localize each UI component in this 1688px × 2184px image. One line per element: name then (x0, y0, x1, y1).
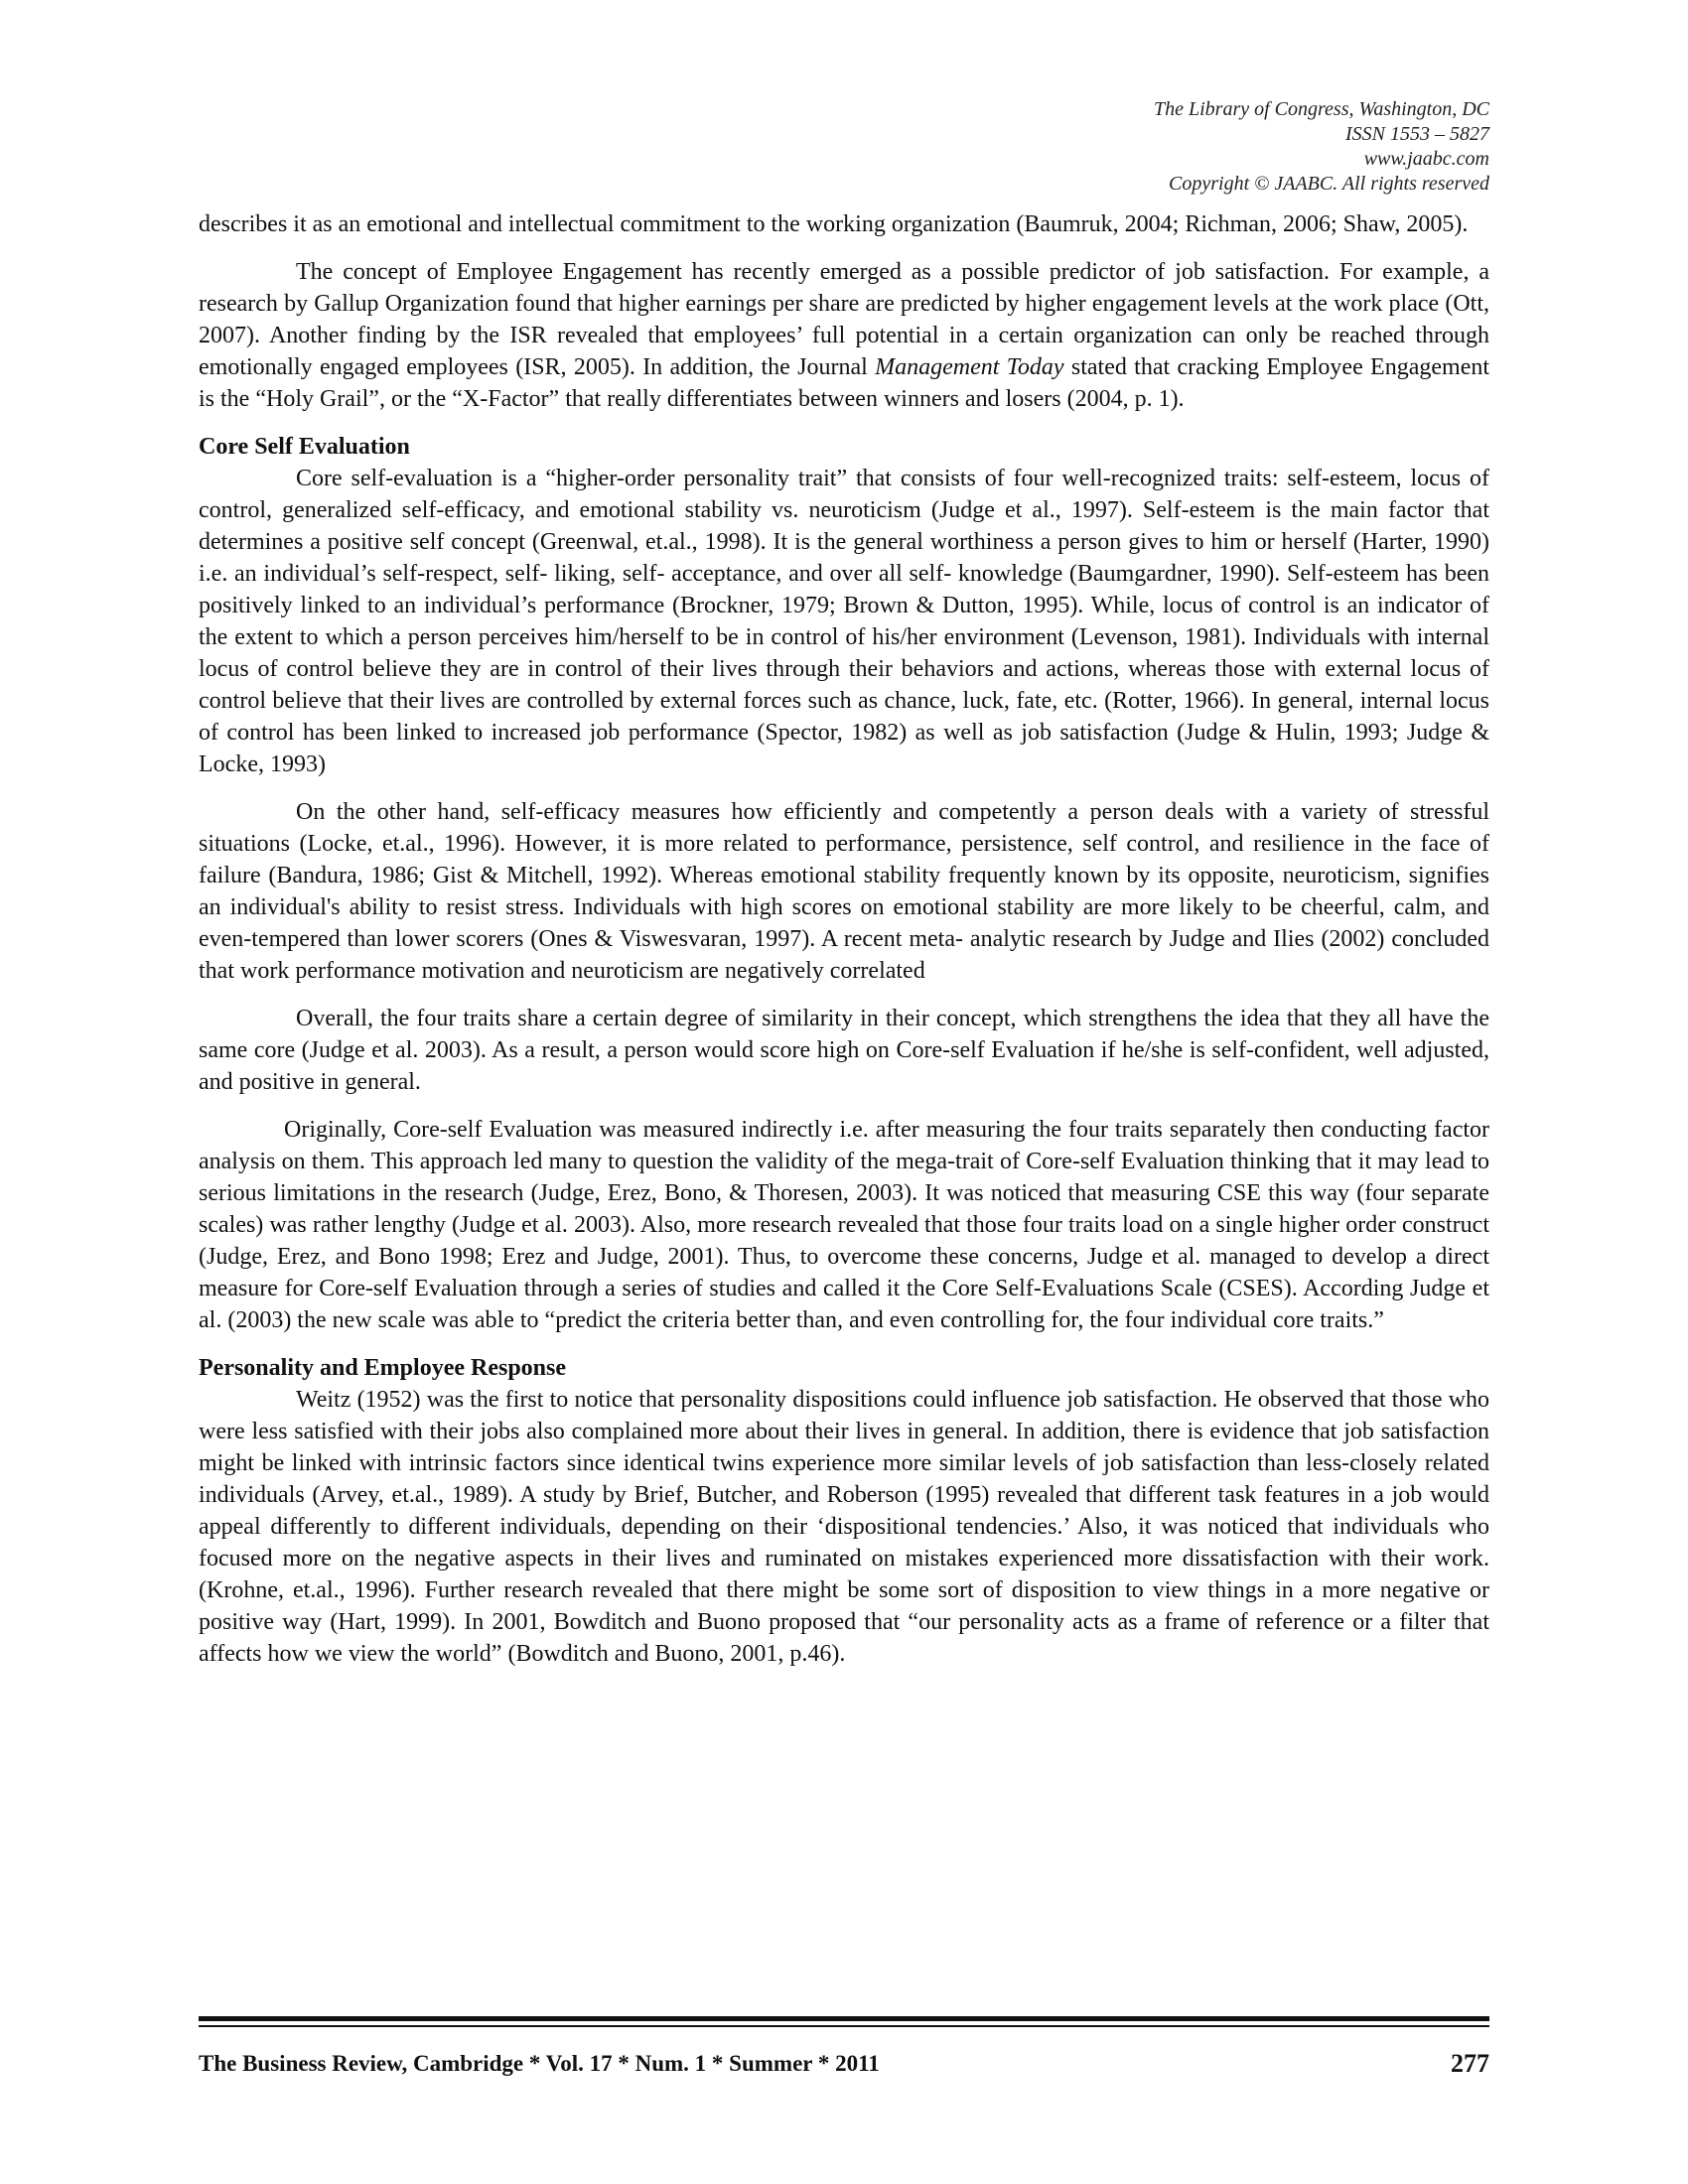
section-heading-personality: Personality and Employee Response (199, 1355, 567, 1381)
footer-rule-thin (199, 2025, 1489, 2027)
paragraph-employee-engagement (199, 256, 1489, 415)
footer-journal-info: The Business Review, Cambridge * Vol. 17 * Num. 1 * Summer * 2011 (199, 2051, 880, 2076)
header-website: www.jaabc.com (1363, 148, 1489, 170)
paragraph-continued: describes it as an emotional and intellectual commitment to the working organization (Baumruk, 2004; Richman, 2006; Shaw, 2005). (199, 211, 1469, 237)
page-number: 277 (1451, 2049, 1489, 2078)
header-copyright: Copyright © JAABC. All rights reserved (1169, 173, 1489, 195)
paragraph-self-efficacy: On the other hand, self-efficacy measures how efficiently and competently a person deals with a variety of stressful situations (Locke, et.al., 1996). However, it is more related to performance, persistence, self control, and resilience in the face of failure (Bandura, 1986; Gist & Mitchell, 1992). Whereas emotional stability frequently known by its opposite, neuroticism, signifies an individual's ability to resist stress. Individuals with high scores on emotional stability are more likely to be cheerful, calm, and even-tempered than lower scorers (Ones & Viswesvaran, 1997). A recent meta- analytic research by Judge and Ilies (2002) concluded that work performance motivation and neuroticism are negatively correlated (199, 799, 1489, 984)
header-library: The Library of Congress, Washington, DC (1153, 98, 1489, 120)
paragraph-text: stated that cracking Employee Engagement is the “Holy Grail”, or the “X-Factor” that really differentiates between winners and losers (2004, p. 1). (199, 354, 1490, 412)
paragraph-core-self-evaluation: Core self-evaluation is a “higher-order personality trait” that consists of four well-recognized traits: self-esteem, locus of control, generalized self-efficacy, and emotional stability vs. neuroticism (Judge et al., 1997). Self-esteem is the main factor that determines a positive self concept (Greenwal, et.al., 1998). It is the general worthiness a person gives to him or herself (Harter, 1990) i.e. an individual’s self-respect, self- liking, self- acceptance, and over all self- knowledge (Baumgardner, 1990). Self-esteem has been positively linked to an individual’s performance (Brockner, 1979; Brown & Dutton, 1995). While, locus of control is an indicator of the extent to which a person perceives him/herself to be in control of his/her environment (Levenson, 1981). Individuals with internal locus of control believe they are in control of their lives through their behaviors and actions, whereas those with external locus of control believe that their lives are controlled by external forces such as chance, luck, fate, etc. (Rotter, 1966). In general, internal locus of control has been linked to increased job performance (Spector, 1982) as well as job satisfaction (Judge & Hulin, 1993; Judge & Locke, 1993) (199, 466, 1489, 777)
paragraph-cses: Originally, Core-self Evaluation was measured indirectly i.e. after measuring the four traits separately then conducting factor analysis on them. This approach led many to question the validity of the mega-trait of Core-self Evaluation thinking that it may lead to serious limitations in the research (Judge, Erez, Bono, & Thoresen, 2003). It was noticed that measuring CSE this way (four separate scales) was rather lengthy (Judge et al. 2003). Also, more research revealed that those four traits load on a single higher order construct (Judge, Erez, and Bono 1998; Erez and Judge, 2001). Thus, to overcome these concerns, Judge et al. managed to develop a direct measure for Core-self Evaluation through a series of studies and called it the Core Self-Evaluations Scale (CSES). According Judge et al. (2003) the new scale was able to “predict the criteria better than, and even controlling for, the four individual core traits.” (199, 1117, 1489, 1333)
paragraph-personality: Weitz (1952) was the first to notice that personality dispositions could influence job satisfaction. He observed that those who were less satisfied with their jobs also complained more about their lives in general. In addition, there is evidence that job satisfaction might be linked with intrinsic factors since identical twins experience more similar levels of job satisfaction than less-closely related individuals (Arvey, et.al., 1989). A study by Brief, Butcher, and Roberson (1995) revealed that different task features in a job would appeal differently to different individuals, depending on their ‘dispositional tendencies.’ Also, it was noticed that individuals who focused more on the negative aspects in their lives and ruminated on mistakes experienced more dissatisfaction with their work. (Krohne, et.al., 1996). Further research revealed that there might be some sort of disposition to view things in a more negative or positive way (Hart, 1999). In 2001, Bowditch and Buono proposed that “our personality acts as a frame of reference or a filter that affects how we view the world” (Bowditch and Buono, 2001, p.46). (199, 1387, 1489, 1667)
running-header (993, 97, 1489, 197)
section-heading-core-self-evaluation: Core Self Evaluation (199, 434, 410, 460)
header-issn: ISSN 1553 – 5827 (1345, 123, 1489, 145)
article-body (199, 208, 1489, 1686)
footer-rule-thick (199, 2016, 1489, 2021)
paragraph-four-traits: Overall, the four traits share a certain degree of similarity in their concept, which strengthens the idea that they all have the same core (Judge et al. 2003). As a result, a person would score high on Core-self Evaluation if he/she is self-confident, well adjusted, and positive in general. (199, 1006, 1489, 1095)
journal-title: Management Today (875, 354, 1064, 380)
paragraph-text: The concept of Employee Engagement has recently emerged as a possible predictor of job satisfaction. For example, a research by Gallup Organization found that higher earnings per share are predicted by higher engagement levels at the work place (Ott, 2007). Another finding by the ISR revealed that employees’ full potential in a certain organization can only be reached through emotionally engaged employees (ISR, 2005). In addition, the Journal (199, 259, 1489, 380)
